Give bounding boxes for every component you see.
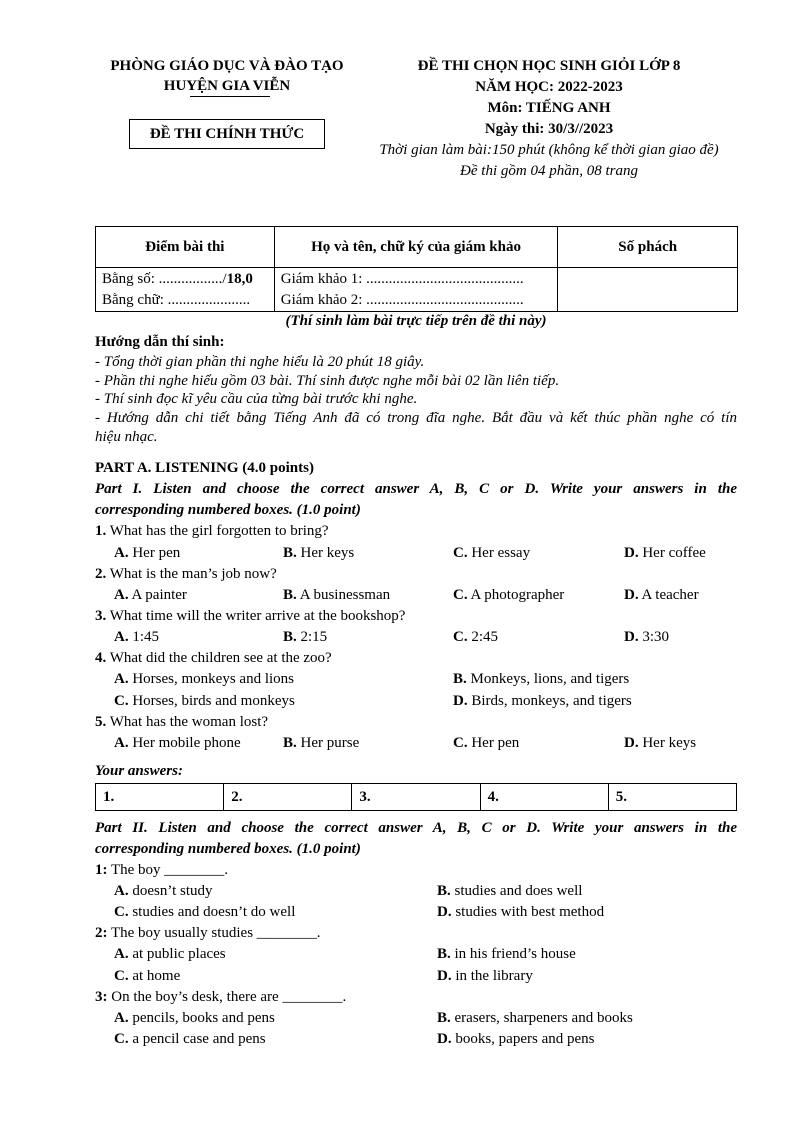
instruction-item: hiệu nhạc. <box>95 429 158 445</box>
option-letter: C. <box>453 735 468 751</box>
question-text: What is the man’s job now? <box>106 566 277 582</box>
question-text: The boy usually studies ________. <box>107 925 321 941</box>
option-text: 3:30 <box>642 629 670 645</box>
option-b[interactable] <box>453 669 629 690</box>
instruction-item: - Hướng dẫn chi tiết bằng Tiếng Anh đã có trong đĩa nghe. Bắt đầu và kết thúc phần nghe có tín <box>95 410 737 426</box>
option-c[interactable] <box>453 627 498 648</box>
answer-cell-1[interactable]: 1. <box>96 784 224 811</box>
exam-date: Ngày thi: 30/3//2023 <box>484 121 614 137</box>
answers-label: Your answers: <box>95 763 183 779</box>
option-b[interactable] <box>283 543 354 564</box>
option-text: at home <box>132 968 181 984</box>
option-letter: B. <box>437 946 451 962</box>
option-text: a pencil case and pens <box>132 1031 266 1047</box>
answer-cell-3[interactable]: 3. <box>352 784 480 811</box>
option-letter: A. <box>114 671 129 687</box>
option-a[interactable] <box>114 585 187 606</box>
official-exam-box: ĐỀ THI CHÍNH THỨC <box>129 119 325 149</box>
option-letter: D. <box>624 629 639 645</box>
question-text: What did the children see at the zoo? <box>106 650 332 666</box>
option-text: Her pen <box>132 545 181 561</box>
option-text: in his friend’s house <box>454 946 576 962</box>
examiner-cell <box>274 268 558 312</box>
header-divider <box>190 96 270 97</box>
option-d[interactable] <box>624 585 699 606</box>
option-text: A businessman <box>299 587 391 603</box>
department-header <box>95 56 359 96</box>
part1-instructions-2: corresponding numbered boxes. (1.0 point) <box>95 502 361 518</box>
option-letter: B. <box>283 629 297 645</box>
option-text: doesn’t study <box>132 883 213 899</box>
question <box>95 923 737 944</box>
option-letter: B. <box>437 1010 451 1026</box>
option-text: Monkeys, lions, and tigers <box>470 671 630 687</box>
option-letter: B. <box>437 883 451 899</box>
question-number: 5. <box>95 714 107 730</box>
option-text: erasers, sharpeners and books <box>454 1010 633 1026</box>
option-text: Horses, birds and monkeys <box>132 693 295 709</box>
option-text: Her coffee <box>642 545 706 561</box>
option-text: books, papers and pens <box>455 1031 595 1047</box>
score-table-row <box>96 268 738 312</box>
question <box>95 860 737 881</box>
option-letter: A. <box>114 1010 129 1026</box>
option-b[interactable] <box>437 881 582 902</box>
option-c[interactable] <box>453 733 519 754</box>
option-d[interactable] <box>624 627 669 648</box>
question-number: 2. <box>95 566 107 582</box>
option-letter: D. <box>624 545 639 561</box>
option-letter: A. <box>114 735 129 751</box>
option-letter: D. <box>437 1031 452 1047</box>
option-letter: A. <box>114 883 129 899</box>
option-letter: C. <box>453 545 468 561</box>
district-name: HUYỆN GIA VIỄN <box>163 78 291 94</box>
option-c[interactable] <box>453 543 530 564</box>
exam-header <box>353 56 745 182</box>
score-max: 18,0 <box>226 271 253 287</box>
question-number: 1: <box>95 862 108 878</box>
option-a[interactable] <box>114 733 241 754</box>
option-d[interactable] <box>437 1029 594 1050</box>
part2-instructions: Part II. Listen and choose the correct answer A, B, C or D. Write your answers in the <box>95 820 737 836</box>
option-b[interactable] <box>283 733 359 754</box>
question-number: 3. <box>95 608 107 624</box>
option-b[interactable] <box>283 627 327 648</box>
answer-cell-4[interactable]: 4. <box>480 784 608 811</box>
score-number-label: Bằng số: ................./ <box>102 271 227 287</box>
answer-cell-2[interactable]: 2. <box>224 784 352 811</box>
option-d[interactable] <box>624 543 706 564</box>
option-text: Her keys <box>300 545 355 561</box>
examiner-2[interactable]: Giám khảo 2: .......................................... <box>280 292 524 308</box>
option-text: studies and doesn’t do well <box>132 904 296 920</box>
option-letter: B. <box>283 587 297 603</box>
question <box>95 648 737 669</box>
option-a[interactable] <box>114 944 226 965</box>
subject: Môn: TIẾNG ANH <box>487 100 611 116</box>
option-c[interactable] <box>114 902 295 923</box>
option-letter: D. <box>437 968 452 984</box>
option-a[interactable] <box>114 543 180 564</box>
option-text: at public places <box>132 946 226 962</box>
part2-instructions-2: corresponding numbered boxes. (1.0 point) <box>95 841 361 857</box>
option-a[interactable] <box>114 627 159 648</box>
question <box>95 606 737 627</box>
question-text: The boy ________. <box>107 862 229 878</box>
option-text: A teacher <box>641 587 699 603</box>
option-letter: C. <box>453 587 468 603</box>
option-c[interactable] <box>114 1029 266 1050</box>
option-letter: C. <box>114 968 129 984</box>
option-a[interactable] <box>114 669 294 690</box>
question-number: 4. <box>95 650 107 666</box>
option-a[interactable] <box>114 1008 275 1029</box>
option-letter: D. <box>624 735 639 751</box>
exam-note: (Thí sinh làm bài trực tiếp trên đề thi này) <box>285 313 547 329</box>
option-b[interactable] <box>437 1008 633 1029</box>
option-text: Her keys <box>642 735 697 751</box>
school-year: NĂM HỌC: 2022-2023 <box>475 79 623 95</box>
option-c[interactable] <box>114 691 295 712</box>
option-b[interactable] <box>283 585 390 606</box>
option-text: Her purse <box>300 735 360 751</box>
part-a-title: PART A. LISTENING (4.0 points) <box>95 460 314 476</box>
exam-duration: Thời gian làm bài:150 phút (không kể thời gian giao đề) <box>379 142 719 158</box>
option-letter: B. <box>453 671 467 687</box>
option-text: Horses, monkeys and lions <box>132 671 294 687</box>
option-letter: A. <box>114 587 129 603</box>
option-letter: C. <box>453 629 468 645</box>
option-letter: B. <box>283 735 297 751</box>
question-number: 1. <box>95 523 107 539</box>
option-a[interactable] <box>114 881 213 902</box>
option-c[interactable] <box>114 966 180 987</box>
examiner-1[interactable]: Giám khảo 1: .......................................... <box>280 271 524 287</box>
examiner-header: Họ và tên, chữ ký của giám khảo <box>274 227 558 268</box>
question <box>95 564 737 585</box>
option-text: Birds, monkeys, and tigers <box>471 693 632 709</box>
question-number: 3: <box>95 989 108 1005</box>
option-text: A painter <box>131 587 187 603</box>
score-number[interactable] <box>102 269 268 290</box>
score-cell <box>96 268 275 312</box>
option-text: Her essay <box>471 545 531 561</box>
code-cell[interactable] <box>558 268 738 312</box>
option-text: A photographer <box>470 587 565 603</box>
instruction-item: - Phần thi nghe hiểu gồm 03 bài. Thí sinh được nghe mỗi bài 02 lần liên tiếp. <box>95 373 560 389</box>
score-words[interactable]: Bằng chữ: ...................... <box>102 292 251 308</box>
question-text: On the boy’s desk, there are ________. <box>107 989 347 1005</box>
option-text: Her mobile phone <box>132 735 241 751</box>
option-d[interactable] <box>624 733 696 754</box>
score-table <box>95 226 738 312</box>
option-d[interactable] <box>437 902 604 923</box>
answer-cell-5[interactable]: 5. <box>608 784 736 811</box>
option-text: studies and does well <box>454 883 583 899</box>
option-b[interactable] <box>437 944 576 965</box>
option-text: Her pen <box>471 735 520 751</box>
exam-title: ĐỀ THI CHỌN HỌC SINH GIỎI LỚP 8 <box>417 58 681 74</box>
option-letter: D. <box>453 693 468 709</box>
option-letter: A. <box>114 629 129 645</box>
option-c[interactable] <box>453 585 564 606</box>
option-letter: A. <box>114 545 129 561</box>
score-table-header <box>96 227 738 268</box>
part1-instructions: Part I. Listen and choose the correct answer A, B, C or D. Write your answers in the <box>95 481 737 497</box>
instruction-item: - Tổng thời gian phần thi nghe hiểu là 20 phút 18 giây. <box>95 354 425 370</box>
option-d[interactable] <box>453 691 632 712</box>
option-text: 2:45 <box>471 629 499 645</box>
question-text: What has the girl forgotten to bring? <box>106 523 329 539</box>
option-letter: C. <box>114 693 129 709</box>
exam-pages: Đề thi gồm 04 phần, 08 trang <box>460 163 638 179</box>
department-name: PHÒNG GIÁO DỤC VÀ ĐÀO TẠO <box>110 58 344 74</box>
option-d[interactable] <box>437 966 533 987</box>
question-text: What time will the writer arrive at the bookshop? <box>106 608 406 624</box>
code-header: Số phách <box>558 227 738 268</box>
question <box>95 987 737 1008</box>
instruction-item: - Thí sinh đọc kĩ yêu cầu của từng bài trước khi nghe. <box>95 391 418 407</box>
option-text: in the library <box>455 968 533 984</box>
option-letter: C. <box>114 904 129 920</box>
option-text: pencils, books and pens <box>132 1010 275 1026</box>
option-letter: B. <box>283 545 297 561</box>
option-text: studies with best method <box>455 904 605 920</box>
answer-table <box>95 783 737 811</box>
option-text: 1:45 <box>132 629 160 645</box>
option-letter: C. <box>114 1031 129 1047</box>
question <box>95 712 737 733</box>
option-letter: D. <box>624 587 639 603</box>
instructions-title: Hướng dẫn thí sinh: <box>95 334 225 350</box>
question-number: 2: <box>95 925 108 941</box>
score-header: Điểm bài thi <box>96 227 275 268</box>
option-letter: D. <box>437 904 452 920</box>
question-text: What has the woman lost? <box>106 714 269 730</box>
option-letter: A. <box>114 946 129 962</box>
question <box>95 521 737 542</box>
option-text: 2:15 <box>300 629 328 645</box>
